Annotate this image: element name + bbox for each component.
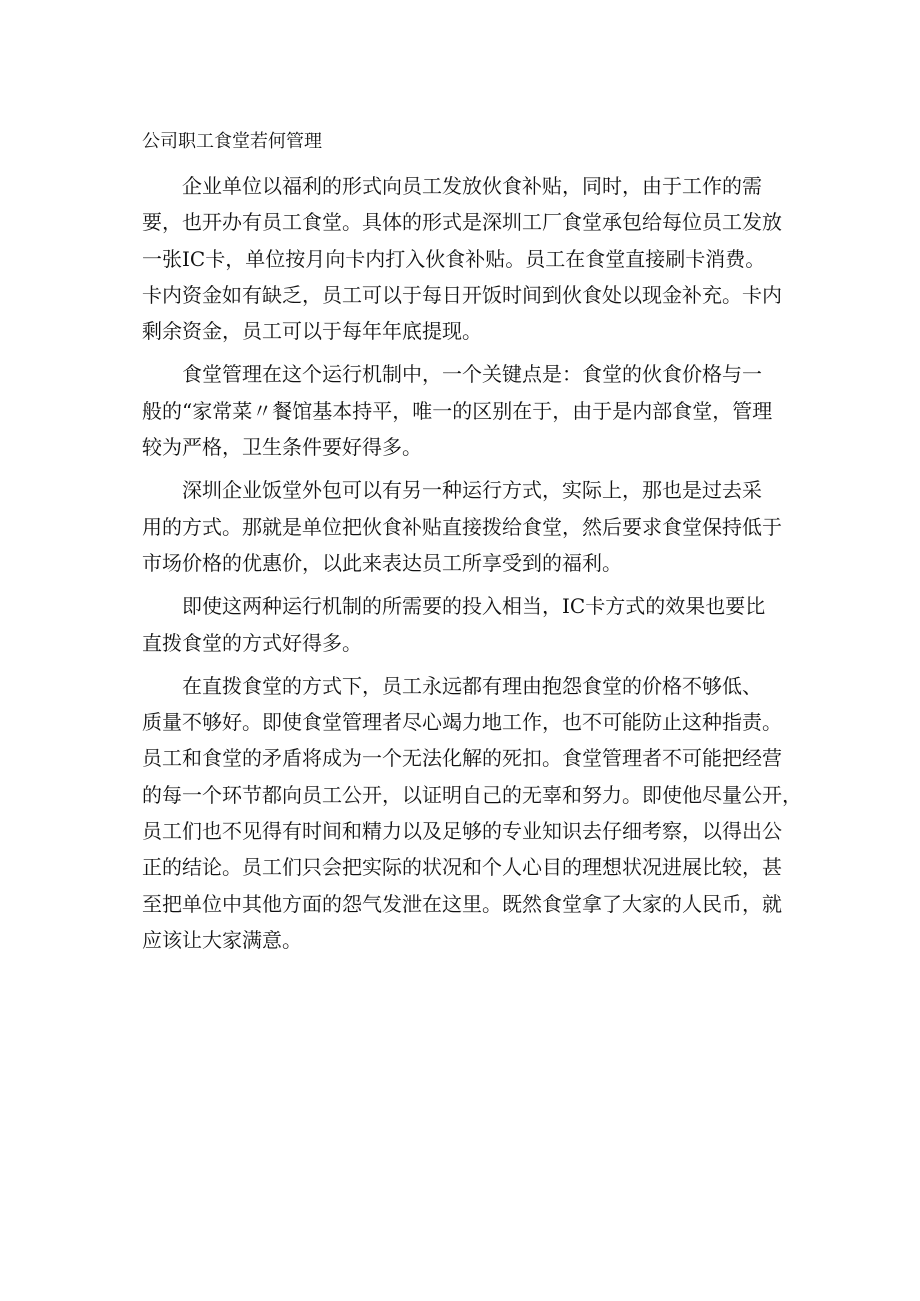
paragraph-line: 的每一个环节都向员工公开，以证明自己的无辜和努力。即使他尽量公开， [142,782,802,807]
paragraph-line: 深圳企业饭堂外包可以有另一种运行方式，实际上，那也是过去采 [182,478,762,503]
document-body [142,168,802,958]
paragraph-line: 直拨食堂的方式好得多。 [142,630,362,655]
paragraph-line: 质量不够好。即使食堂管理者尽心竭力地工作，也不可能防止这种指责。 [142,710,782,735]
paragraph-line: 员工们也不见得有时间和精力以及足够的专业知识去仔细考察，以得出公 [142,819,782,844]
paragraph-line: 市场价格的优惠价，以此来表达员工所享受到的福利。 [142,550,622,575]
paragraph-line: 应该让大家满意。 [142,927,302,952]
paragraph-line: 较为严格，卫生条件要好得多。 [142,435,422,460]
paragraph-line: 般的“家常菜〃餐馆基本持平，唯一的区别在于，由于是内部食堂，管理 [142,398,773,423]
paragraph-line: 企业单位以福利的形式向员工发放伙食补贴，同时，由于工作的需 [182,174,762,198]
paragraph-3 [142,472,782,581]
document-title: 公司职工食堂若何管理 [142,131,322,152]
paragraph-line: 用的方式。那就是单位把伙食补贴直接拨给食堂，然后要求食堂保持低于 [142,514,782,539]
paragraph-line: 卡内资金如有缺乏，员工可以于每日开饭时间到伙食处以现金补充。卡内 [142,282,782,307]
paragraph-line: 剩余资金，员工可以于每年年底提现。 [142,319,482,344]
paragraph-line: 食堂管理在这个运行机制中，一个关键点是：食堂的伙食价格与一 [182,362,762,387]
paragraph-line: 一张IC卡，单位按月向卡内打入伙食补贴。员工在食堂直接刷卡消费。 [142,246,766,271]
paragraph-line: 至把单位中其他方面的怨气发泄在这里。既然食堂拿了大家的人民币，就 [142,891,782,916]
paragraph-1 [142,168,782,349]
paragraph-2 [142,356,777,465]
paragraph-line: 正的结论。员工们只会把实际的状况和个人心目的理想状况进展比较，甚 [142,855,782,880]
paragraph-line: 员工和食堂的矛盾将成为一个无法化解的死扣。食堂管理者不可能把经营 [142,746,782,771]
paragraph-line: 要，也开办有员工食堂。具体的形式是深圳工厂食堂承包给每位员工发放 [142,210,782,235]
paragraph-5 [142,668,802,958]
paragraph-4 [142,588,777,661]
paragraph-line: 在直拨食堂的方式下，员工永远都有理由抱怨食堂的价格不够低、 [182,673,762,698]
paragraph-line: 即使这两种运行机制的所需要的投入相当，IC卡方式的效果也要比 [182,594,766,619]
